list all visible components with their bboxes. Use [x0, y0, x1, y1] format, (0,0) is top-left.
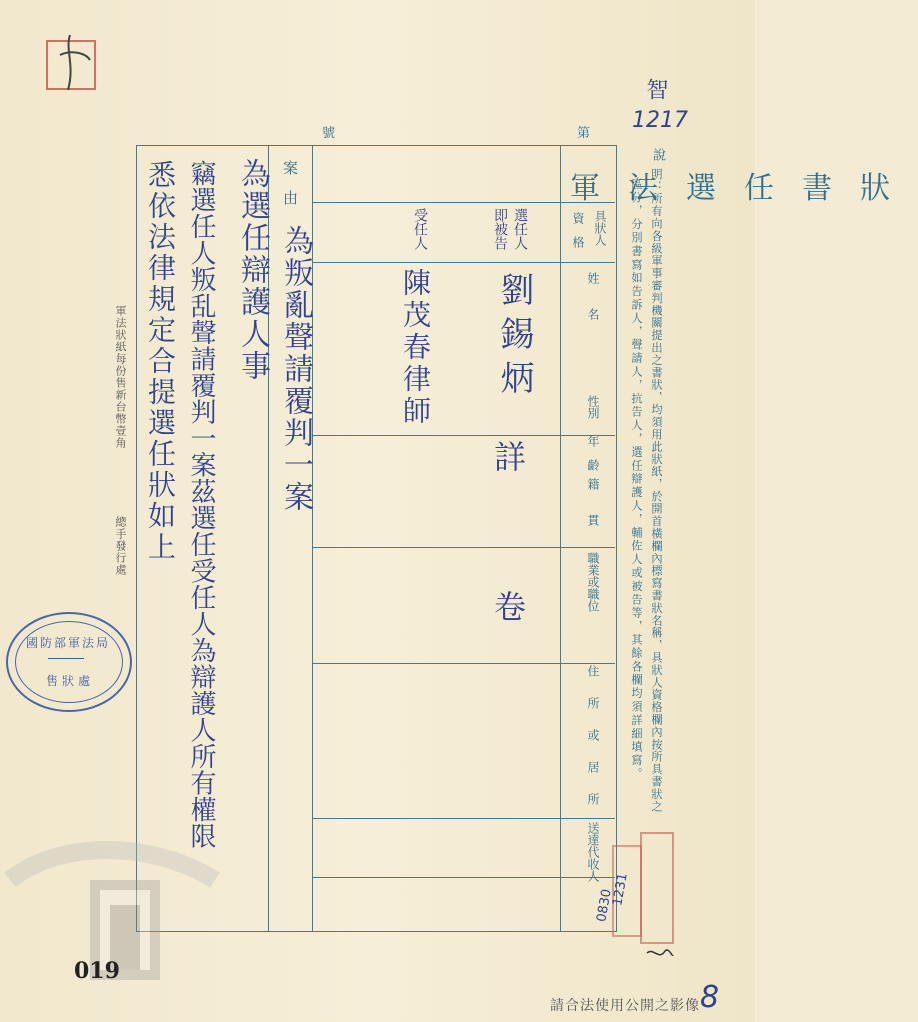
- label-case: 案 由: [281, 160, 299, 205]
- row-line-5: [312, 663, 615, 664]
- row-line-2: [312, 262, 615, 263]
- pen-mark-bottom: [645, 945, 675, 965]
- price-note: 軍法狀紙每份售新台幣壹角: [114, 305, 127, 449]
- row-line-4: [312, 547, 615, 548]
- copyright-notice: 請合法使用公開之影像: [550, 998, 700, 1014]
- header-zhi: 智: [643, 78, 668, 100]
- label-gender: 性別: [586, 395, 600, 419]
- role-1b: 即被告: [492, 208, 508, 250]
- date-stamp-2: 0830: [594, 887, 615, 924]
- handwritten-number: 1217: [632, 108, 688, 133]
- body-line-1: 為選任辯護人事: [235, 158, 270, 382]
- instruction-line-1: 明：所有向各級軍事審判機關提出之書狀，均須用此狀紙，於開首橫欄內標寫書狀名稱，具狀人資格欄內按所具書狀之: [650, 168, 663, 813]
- label-agent: 送達代收人: [586, 822, 600, 882]
- body-line-3: 悉依法律規定合提選任狀如上: [144, 160, 177, 563]
- date-stamp-1: 1231: [610, 871, 631, 908]
- label-di: 第: [577, 126, 591, 141]
- label-qualification: 資 格: [571, 212, 585, 248]
- page-number: 019: [74, 958, 120, 984]
- handwritten-8: 8: [700, 980, 720, 1015]
- stamp-oval-bottom: 售狀處: [46, 674, 95, 688]
- detail-juan: 卷: [489, 590, 527, 622]
- label-party: 具狀人: [593, 210, 607, 246]
- divider-title: [560, 146, 561, 931]
- row-line-7: [312, 877, 615, 878]
- label-origin: 籍 貫: [586, 478, 600, 526]
- instruction-line-2: 區分，分別書寫如告訴人，聲請人，抗告人，選任辯護人，輔佐人或被告等，其餘各欄均須詳細填寫。: [630, 178, 643, 781]
- label-hao: 號: [322, 126, 336, 141]
- role-2: 受任人: [412, 208, 428, 250]
- label-age: 年 齡: [586, 435, 600, 471]
- stamp-oval-top: 國防部軍法局: [26, 636, 111, 650]
- role-1a: 選任人: [512, 208, 528, 250]
- form-title: 軍法選任書狀: [570, 171, 918, 206]
- issuer-note: 總手發行處: [114, 516, 127, 576]
- label-residence: 住 所 或 居 所: [586, 665, 600, 809]
- red-seal-bottom-right: [640, 832, 674, 944]
- name-1: 劉錫炳: [494, 272, 534, 404]
- row-line-6: [312, 818, 615, 819]
- name-2: 陳茂春律師: [399, 268, 432, 428]
- pen-scribble: [40, 30, 110, 100]
- sales-office-stamp: [6, 612, 132, 712]
- detail-xiang: 詳: [489, 440, 527, 472]
- instruction-heading: 說: [650, 148, 665, 161]
- label-name: 姓 名: [586, 272, 600, 320]
- row-line-3: [312, 435, 615, 436]
- label-occupation: 職業或職位: [586, 552, 600, 612]
- case-text: 為叛亂聲請覆判一案: [278, 225, 313, 513]
- body-line-2: 竊選任人叛乱聲請覆判一案茲選任受任人為辯護人所有權限: [186, 160, 216, 849]
